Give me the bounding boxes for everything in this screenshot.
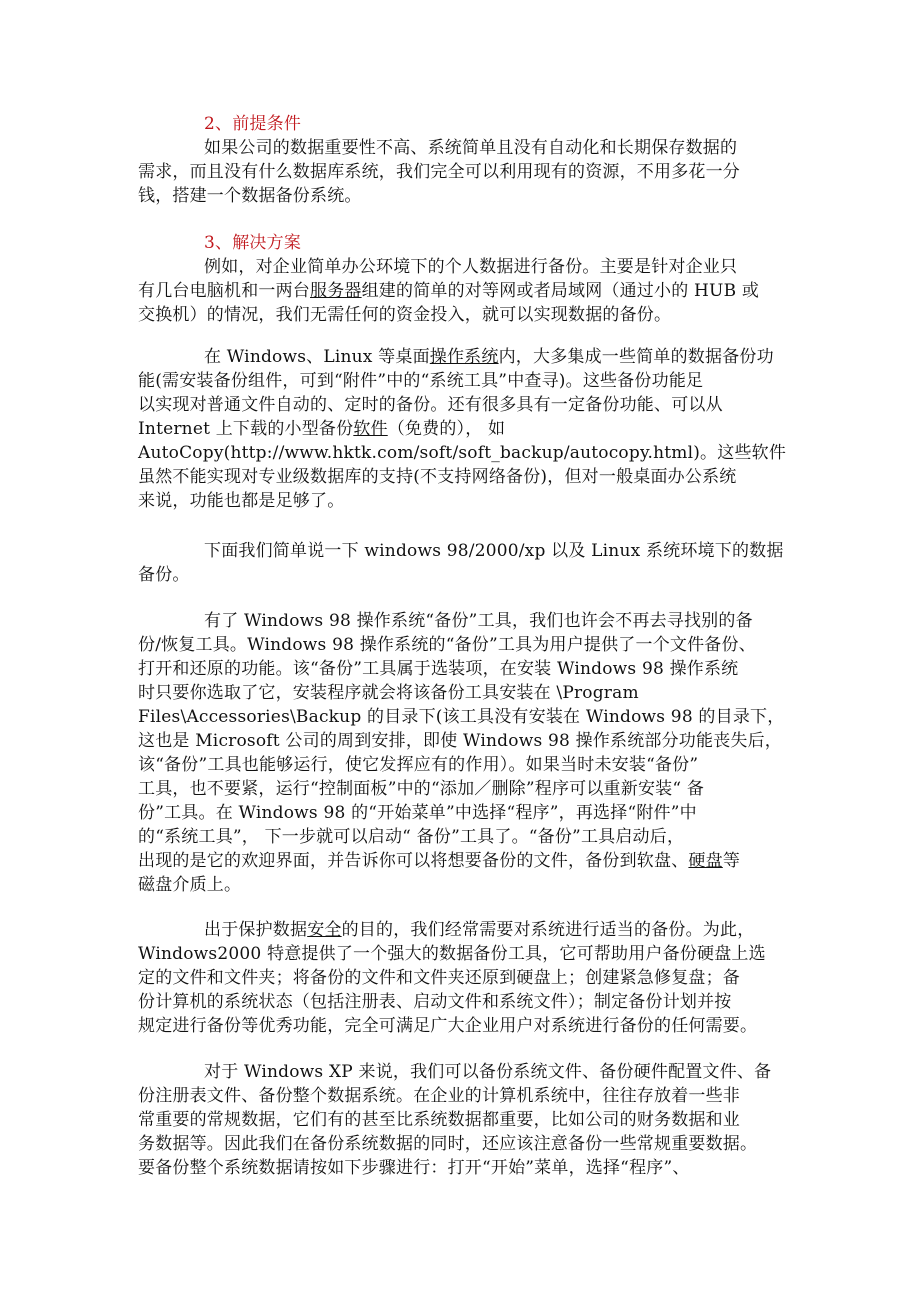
winxp-line-2: 份注册表文件、备份整个数据系统。在企业的计算机系统中，往往存放着一些非 — [138, 1086, 740, 1106]
premise-line-2: 需求，而且没有什么数据库系统，我们完全可以利用现有的资源，不用多花一分 — [138, 162, 740, 182]
win98-line-6: 这也是 Microsoft 公司的周到安排，即使 Windows 98 操作系统部分功能丧失后， — [138, 731, 783, 751]
example-line-1: 例如，对企业简单办公环境下的个人数据进行备份。主要是针对企业只 — [204, 257, 738, 277]
win2000-line-1-text-a: 出于保护数据 — [204, 920, 308, 940]
example-line-3: 交换机）的情况，我们无需任何的资金投入，就可以实现数据的备份。 — [138, 305, 672, 325]
windows-line-5: AutoCopy(http://www.hktk.com/soft/soft_backup/autocopy.html)。这些软件 — [138, 443, 787, 463]
win98-line-3: 打开和还原的功能。该“备份”工具属于选装项，在安装 Windows 98 操作系统 — [138, 659, 739, 679]
win98-line-10: 的“系统工具”， 下一步就可以启动“ 备份”工具了。“备份”工具启动后， — [138, 827, 685, 847]
heading-premise: 2、前提条件 — [204, 114, 302, 134]
example-line-2 — [138, 279, 786, 303]
win98-line-11-text-b: 等 — [722, 851, 741, 871]
intro-line-2: 备份。 — [138, 565, 190, 585]
premise-line-3: 钱，搭建一个数据备份系统。 — [138, 186, 362, 206]
paragraph-windows98 — [138, 609, 786, 897]
paragraph-intro — [138, 539, 786, 587]
link-software[interactable]: 软件 — [353, 419, 388, 439]
win98-line-5: Files\Accessories\Backup 的目录下(该工具没有安装在 Windows 98 的目录下， — [138, 707, 785, 727]
win2000-line-3: 定的文件和文件夹；将备份的文件和文件夹还原到硬盘上；创建紧急修复盘；备 — [138, 968, 740, 988]
windows-line-1-text-b: 内，大多集成一些简单的数据备份功 — [498, 347, 774, 367]
winxp-line-1: 对于 Windows XP 来说，我们可以备份系统文件、备份硬件配置文件、备 — [204, 1062, 772, 1082]
win98-line-12: 磁盘介质上。 — [138, 875, 242, 895]
win2000-line-1-text-b: 的目的，我们经常需要对系统进行适当的备份。为此， — [341, 920, 755, 940]
link-server[interactable]: 服务器 — [310, 281, 362, 301]
win98-line-2: 份/恢复工具。Windows 98 操作系统的“备份”工具为用户提供了一个文件备份、 — [138, 635, 756, 655]
win98-line-4: 时只要你选取了它，安装程序就会将该备份工具安装在 \Program — [138, 683, 639, 703]
windows-line-4 — [138, 417, 786, 441]
paragraph-windowsxp — [138, 1060, 786, 1180]
windows-line-4-text-b: （免费的）， 如 — [387, 419, 506, 439]
heading-solution: 3、解决方案 — [204, 233, 302, 253]
win98-line-8: 工具，也不要紧，运行“控制面板”中的“添加／删除”程序可以重新安装“ 备 — [138, 779, 705, 799]
paragraph-example — [138, 255, 786, 327]
win2000-line-2: Windows2000 特意提供了一个强大的数据备份工具，它可帮助用户备份硬盘上选 — [138, 944, 766, 964]
win2000-line-4: 份计算机的系统状态（包括注册表、启动文件和系统文件）；制定备份计划并按 — [138, 992, 732, 1012]
example-line-2-text-b: 组建的简单的对等网或者局域网（通过小的 HUB 或 — [361, 281, 760, 301]
win98-line-1: 有了 Windows 98 操作系统“备份”工具，我们也许会不再去寻找别的备 — [204, 611, 753, 631]
example-line-2-text-a: 有几台电脑机和一两台 — [138, 281, 310, 301]
link-hard-disk[interactable]: 硬盘 — [688, 851, 723, 871]
win2000-line-5: 规定进行备份等优秀功能，完全可满足广大企业用户对系统进行备份的任何需要。 — [138, 1016, 758, 1036]
link-operating-system[interactable]: 操作系统 — [429, 347, 499, 367]
windows-line-6: 虽然不能实现对专业级数据库的支持(不支持网络备份)，但对一般桌面办公系统 — [138, 467, 737, 487]
windows-line-1-text-a: 在 Windows、Linux 等桌面 — [204, 347, 430, 367]
winxp-line-3: 常重要的常规数据，它们有的甚至比系统数据都重要，比如公司的财务数据和业 — [138, 1110, 740, 1130]
winxp-line-4: 务数据等。因此我们在备份系统数据的同时，还应该注意备份一些常规重要数据。 — [138, 1134, 758, 1154]
link-security[interactable]: 安全 — [307, 920, 342, 940]
section-heading-solution — [138, 231, 786, 255]
win98-line-7: 该“备份”工具也能够运行，使它发挥应有的作用）。如果当时未安装“备份” — [138, 755, 699, 775]
windows-line-3: 以实现对普通文件自动的、定时的备份。还有很多具有一定备份功能、可以从 — [138, 395, 723, 415]
intro-line-1: 下面我们简单说一下 windows 98/2000/xp 以及 Linux 系统环境下的数据 — [204, 541, 784, 561]
paragraph-windows2000 — [138, 918, 786, 1038]
win98-line-11 — [138, 849, 786, 873]
windows-line-4-text-a: Internet 上下载的小型备份 — [138, 419, 354, 439]
section-heading-premise — [138, 112, 786, 136]
win98-line-9: 份”工具。在 Windows 98 的“开始菜单”中选择“程序”，再选择“附件”中 — [138, 803, 697, 823]
premise-line-1: 如果公司的数据重要性不高、系统简单且没有自动化和长期保存数据的 — [204, 138, 738, 158]
win2000-line-1 — [138, 918, 786, 942]
paragraph-windows-linux — [138, 345, 786, 513]
windows-line-2: 能(需安装备份组件，可到“附件”中的“系统工具”中查寻)。这些备份功能足 — [138, 371, 704, 391]
winxp-line-5: 要备份整个系统数据请按如下步骤进行：打开“开始”菜单，选择“程序”、 — [138, 1158, 690, 1178]
windows-line-7: 来说，功能也都是足够了。 — [138, 491, 345, 511]
paragraph-premise — [138, 136, 786, 208]
win98-line-11-text-a: 出现的是它的欢迎界面，并告诉你可以将想要备份的文件，备份到软盘、 — [138, 851, 689, 871]
windows-line-1 — [138, 345, 786, 369]
